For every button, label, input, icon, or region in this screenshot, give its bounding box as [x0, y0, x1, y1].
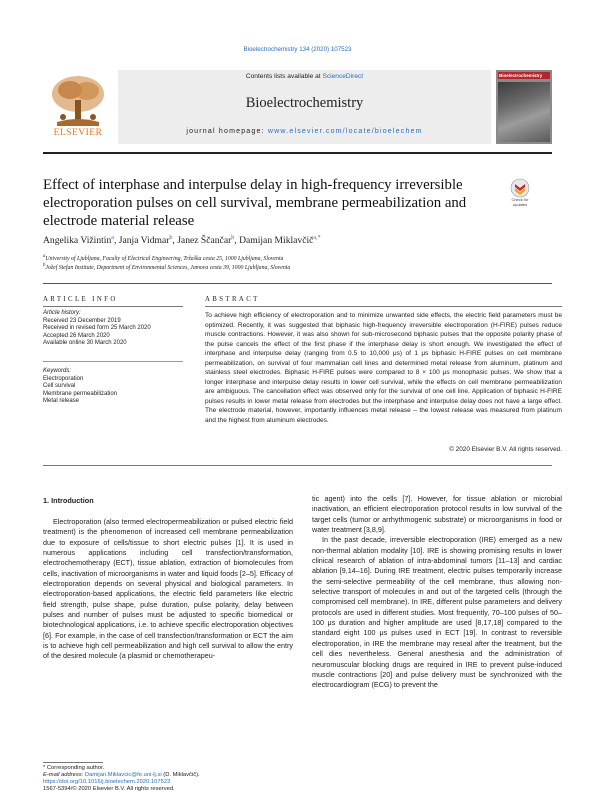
affiliation-text: University of Ljubljana, Faculty of Electrical Engineering, Tržaška cesta 25, 1000 Ljubljana, Slovenia	[45, 255, 284, 262]
author-affiliation-marker[interactable]: b	[169, 235, 173, 241]
author-name[interactable]: Janez Ščančar	[177, 235, 232, 247]
email-link[interactable]: Damijan.Miklavcic@fe.uni-lj.si	[84, 772, 162, 778]
contents-line	[118, 73, 491, 80]
author-name[interactable]: Janja Vidmar	[118, 235, 170, 247]
history-item: Available online 30 March 2020	[43, 340, 127, 347]
history-item: Received 23 December 2019	[43, 317, 121, 324]
body-column-right	[312, 494, 562, 691]
keywords-block	[43, 368, 183, 406]
elsevier-wordmark: ELSEVIER	[53, 128, 103, 138]
section-heading-introduction: 1. Introduction	[43, 496, 94, 505]
header-divider	[43, 152, 552, 154]
sciencedirect-link[interactable]: ScienceDirect	[322, 73, 364, 80]
affiliation-divider	[43, 283, 552, 284]
abstract-heading: ABSTRACT	[205, 296, 260, 303]
journal-title: Bioelectrochemistry	[245, 95, 364, 111]
email-label: E-mail address:	[43, 772, 85, 778]
keyword: Electroporation	[43, 375, 84, 382]
author-name[interactable]: Angelika Vižintin	[43, 235, 112, 247]
abstract-rule	[205, 306, 562, 307]
body-paragraph: Electroporation (also termed electropermeabilization or pulsed electric field treatment) is the phenomenon of increased cell membrane permeabilization due to exposure of cells/tissue to short electric pulses [1]. It is used in numerous applications including cell transfection/transformation, electrochemotherapy (ECT), tissue ablation, extraction of biomolecules from cells, inactivation of microorganisms in water and liquid foods [2–5]. Efficacy of electroporation depends on several physical and biological parameters. In electroporation-based applications, the electric field parameters like electric field strength, pulse shape, pulse duration, pulse polarity, delay between pulses and number of pulses must be adjusted to specific biomedical or biotechnological applications, i.e. to achieve specific electroporation objectives [6]. For example, in the case of cell transfection/transformation or ECT the aim is to achieve high cell permeabilization and high cell survival to allow the entry of the desired molecule (a plasmid or chemotherapeu-	[43, 517, 293, 661]
body-paragraph: In the past decade, irreversible electroporation (IRE) emerged as a new non-thermal ablation modality [10]. IRE is showing promising results in lower clinical research of ablation of intra-abdominal tumors [11–13] and cardiac ablation [9,14–16]. During IRE treatment, electric pulses temporarily increase the semi-selective permeability of the cell membrane, thus allowing non-selective transport of molecules in and out of the targeted cells (through the compromised cell membrane). In IRE, different pulse parameters and delivery protocols are used in different studies. Most frequently, 70–100 pulses of 50–100 μs duration and higher amplitude are used [8,17,18] compared to the standard eight 100 μs pulses used in ECT [19]. In contrast to reversible electroporation, in IRE the membrane may reseal after the treatment, but the cell dies nevertheless. General anesthesia and the administration of neuromuscular blocking drugs are required in IRE to prevent pulse-induced muscle contractions [20] and pulse delivery must be synchronized with the electrocardiogram (ECG) to prevent the	[312, 535, 562, 690]
email-footnote	[43, 772, 293, 779]
body-column-left	[43, 517, 293, 662]
doi-link[interactable]: https://doi.org/10.1016/j.bioelechem.2020.107523	[43, 779, 171, 785]
keywords-label: Keywords:	[43, 368, 72, 374]
homepage-link[interactable]: www.elsevier.com/locate/bioelechem	[267, 128, 423, 135]
crossmark-label: Check for updates	[511, 197, 529, 207]
author-affiliation-marker[interactable]: a	[111, 235, 114, 241]
journal-homepage	[118, 128, 491, 135]
affiliation-b	[43, 263, 552, 271]
keyword: Metal release	[43, 398, 80, 405]
author-list	[43, 235, 552, 246]
elsevier-logo[interactable]	[43, 70, 113, 144]
article-info-rule	[43, 306, 183, 307]
author-name[interactable]: Damijan Miklavčič	[239, 235, 314, 247]
article-info-heading: ARTICLE INFO	[43, 296, 118, 303]
cover-image	[498, 82, 550, 142]
email-suffix: (D. Miklavčič).	[161, 772, 200, 778]
history-item: Accepted 26 March 2020	[43, 332, 110, 339]
abstract-text: To achieve high efficiency of electroporation and to minimize unwanted side effects, the electric field parameters must be optimized. Recently, it was suggested that biphasic high-frequency irreversible electroporation (H-FIRE) pulses reduce muscle contractions. However, it was also shown for sub-microsecond biphasic pulses that the opposite polarity phase of the pulse cancels the effect of the first phase if the interphase delay is short enough. We investigated the effect of interphase and interpulse delay (ranging from 0.5 to 10,000 μs) of 1 μs biphasic H-FIRE pulses on cell membrane permeabilization, on survival of four mammalian cell lines and determined metal release from aluminum, platinum and stainless steel electrodes. Biphasic H-FIRE pulses were compared to 8 × 100 μs monophasic pulses. We show that a longer interphase and interpulse delay results in lower cell survival, while the effects on cell membrane permeabilization are ambiguous. The cancellation effect was observed only for the survival of one cell line. Application of biphasic H-FIRE pulses results in lower metal release from electrodes but the interphase and interpulse delay does not have a large effect. The electrode material, however, importantly influences metal release – the lowest release was measured from platinum and the highest from aluminum electrodes.	[205, 312, 562, 425]
author-separator: ,	[234, 235, 240, 247]
affiliation-a	[43, 254, 552, 262]
article-title: Effect of interphase and interpulse delay in high-frequency irreversible electroporation pulses on cell survival, membrane permeabilization and electrode material release	[43, 177, 467, 229]
affiliation-marker: b	[43, 263, 46, 268]
abstract-end-divider	[43, 465, 552, 466]
keyword: Cell survival	[43, 383, 76, 390]
corresponding-author-note: * Corresponding author.	[43, 765, 105, 771]
contents-prefix: Contents lists available at	[245, 73, 323, 80]
homepage-prefix: journal homepage:	[186, 128, 268, 135]
abstract-copyright: © 2020 Elsevier B.V. All rights reserved.	[449, 446, 562, 453]
history-label: Article history:	[43, 310, 81, 316]
journal-cover-thumbnail[interactable]	[496, 70, 552, 144]
keyword: Membrane permeabilization	[43, 390, 118, 397]
author-affiliation-marker[interactable]: a,*	[313, 235, 321, 241]
body-paragraph: tic agent) into the cells [7]. However, for tissue ablation or microbial inactivation, an efficient electroporation protocol results in low survival of the target cells (tumor or arrhythmogenic substrate) or microorganisms in food or water treatment [3,8,9].	[312, 494, 562, 535]
crossmark-icon	[504, 178, 536, 198]
article-history	[43, 310, 183, 348]
tree-logo-icon	[43, 70, 113, 128]
cover-title: Bioelectrochemistry	[498, 72, 550, 79]
issn-line: 1567-5394/© 2020 Elsevier B.V. All rights reserved.	[43, 786, 175, 792]
history-item: Received in revised form 25 March 2020	[43, 325, 151, 332]
affiliation-text: Jožef Stefan Institute, Department of Environmental Sciences, Jamova cesta 39, 1000 Ljubljana, Slovenia	[45, 264, 291, 271]
footnote-rule	[43, 762, 103, 763]
author-separator: ,	[113, 235, 119, 247]
author-affiliation-marker[interactable]: b	[231, 235, 235, 241]
affiliation-marker: a	[43, 254, 46, 259]
check-for-updates-badge[interactable]	[504, 178, 536, 210]
author-separator: ,	[172, 235, 178, 247]
info-divider	[43, 361, 183, 362]
journal-citation[interactable]: Bioelectrochemistry 134 (2020) 107523	[243, 46, 352, 53]
